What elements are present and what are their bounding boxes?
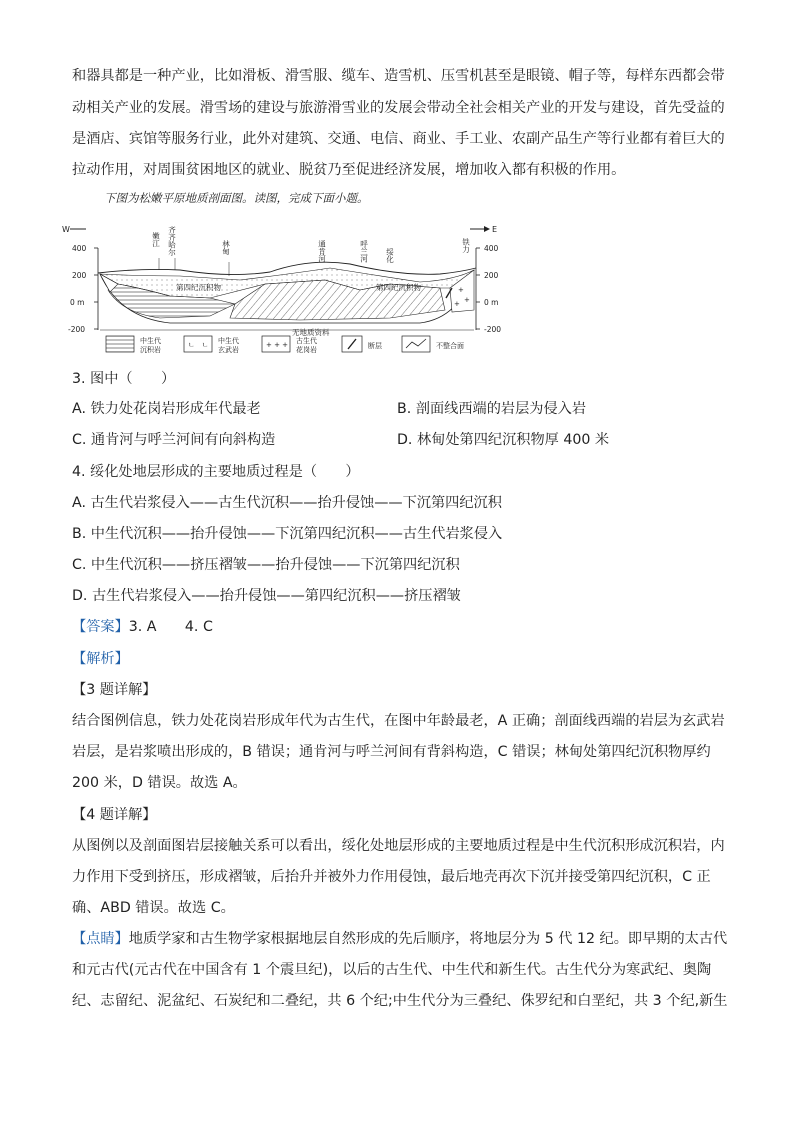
place-hulan: 呼兰河 xyxy=(359,240,369,263)
d3-title: 【3 题详解】 xyxy=(72,682,157,698)
place-nenjiang: 嫩江 xyxy=(151,232,161,247)
intro-line-3: 是酒店、宾馆等服务行业，此外对建筑、交通、电信、商业、手工业、农副产品生产等行业都有着巨大的 xyxy=(72,131,725,147)
q3-option-d: D. 林甸处第四纪沉积物厚 400 米 xyxy=(397,432,610,448)
right-tick-200: 200 xyxy=(484,271,499,280)
svg-text:ㄴ ㄴ: ㄴ ㄴ xyxy=(188,341,209,349)
legend-1-l1: 中生代 xyxy=(140,337,161,345)
legend-4: 断层 xyxy=(368,342,382,350)
right-tick-0: 0 m xyxy=(484,298,499,307)
q4-option-d: D. 古生代岩浆侵入——抬升侵蚀——第四纪沉积——挤压褶皱 xyxy=(72,588,461,604)
geologic-cross-section xyxy=(60,218,510,360)
d4-line-2: 力作用下受到挤压，形成褶皱，后抬升并被外力作用侵蚀，最后地壳再次下沉并接受第四纪沉积，C 正 xyxy=(72,869,711,885)
note-line-2: 和元古代(元古代在中国含有 1 个震旦纪)，以后的古生代、中生代和新生代。古生代分为寒武纪、奥陶 xyxy=(72,962,712,978)
svg-text:+: + xyxy=(458,286,464,294)
q4-stem: 4. 绥化处地层形成的主要地质过程是（ ） xyxy=(72,464,360,480)
q4-option-c: C. 中生代沉积——挤压褶皱——抬升侵蚀——下沉第四纪沉积 xyxy=(72,557,460,573)
left-tick-0: 0 m xyxy=(70,298,85,307)
left-tick-400: 400 xyxy=(72,244,87,253)
answer-tag: 【答案】 xyxy=(72,619,129,635)
d3-line-3: 200 米，D 错误。故选 A。 xyxy=(72,775,247,791)
legend-3-l1: 古生代 xyxy=(296,337,317,345)
place-tieli: 铁力 xyxy=(461,238,471,253)
left-tick-200: 200 xyxy=(72,271,87,280)
q4-option-b: B. 中生代沉积——抬升侵蚀——下沉第四纪沉积——古生代岩浆侵入 xyxy=(72,526,503,542)
quaternary-label-right: 第四纪沉积物 xyxy=(376,283,421,292)
no-data-label: 无地质资料 xyxy=(292,328,330,337)
right-tick-400: 400 xyxy=(484,244,499,253)
q3-option-b: B. 剖面线西端的岩层为侵入岩 xyxy=(397,401,587,417)
left-tick-neg200: -200 xyxy=(68,325,86,334)
note-line-1 xyxy=(72,929,727,949)
note-first: 地质学家和古生物学家根据地层自然形成的先后顺序，将地层分为 5 代 12 纪。即早期的太古代 xyxy=(128,931,728,947)
quaternary-label-left: 第四纪沉积物 xyxy=(176,283,221,292)
place-tongken: 通肯河 xyxy=(317,240,327,263)
place-suihua: 绥化 xyxy=(385,248,395,263)
answer-text: 3. A 4. C xyxy=(128,619,213,635)
analysis-tag: 【解析】 xyxy=(72,651,129,667)
place-qiqihar: 齐齐哈尔 xyxy=(167,226,177,256)
d4-title: 【4 题详解】 xyxy=(72,807,157,823)
right-tick-neg200: -200 xyxy=(484,325,502,334)
intro-line-2: 动相关产业的发展。滑雪场的建设与旅游滑雪业的发展会带动全社会相关产业的开发与建设，首先受益的 xyxy=(72,100,725,116)
q3-option-c: C. 通肯河与呼兰河间有向斜构造 xyxy=(72,432,276,448)
figure-caption: 下图为松嫩平原地质剖面图。读图，完成下面小题。 xyxy=(104,191,369,205)
east-label: E xyxy=(492,225,498,234)
note-tag: 【点睛】 xyxy=(72,931,129,947)
q3-stem: 3. 图中（ ） xyxy=(72,371,176,387)
legend xyxy=(106,336,464,354)
q3-option-a: A. 铁力处花岗岩形成年代最老 xyxy=(72,401,261,417)
answer-line xyxy=(72,617,213,637)
svg-text:+: + xyxy=(454,300,460,308)
d3-line-1: 结合图例信息，铁力处花岗岩形成年代为古生代，在图中年龄最老，A 正确；剖面线西端的岩层为玄武岩 xyxy=(72,713,725,729)
legend-3-l2: 花岗岩 xyxy=(296,346,317,354)
intro-line-4: 拉动作用，对周围贫困地区的就业、脱贫乃至促进经济发展，增加收入都有积极的作用。 xyxy=(72,162,626,178)
intro-line-1: 和器具都是一种产业，比如滑板、滑雪服、缆车、造雪机、压雪机甚至是眼镜、帽子等，每样东西都会带 xyxy=(72,68,725,84)
note-line-3: 纪、志留纪、泥盆纪、石炭纪和二叠纪，共 6 个纪;中生代分为三叠纪、侏罗纪和白垩纪，共 3 个纪,新生 xyxy=(72,993,728,1009)
q4-option-a: A. 古生代岩浆侵入——古生代沉积——抬升侵蚀——下沉第四纪沉积 xyxy=(72,495,502,511)
svg-text:+ + +: + + + xyxy=(266,341,289,349)
legend-2-l1: 中生代 xyxy=(218,337,239,345)
legend-5: 不整合面 xyxy=(436,342,464,350)
place-lindian: 林甸 xyxy=(221,240,231,255)
d4-line-1: 从图例以及剖面图岩层接触关系可以看出，绥化处地层形成的主要地质过程是中生代沉积形成沉积岩，内 xyxy=(72,838,725,854)
d3-line-2: 岩层，是岩浆喷出形成的，B 错误；通肯河与呼兰河间有背斜构造，C 错误；林甸处第四纪沉积物厚约 xyxy=(72,744,711,760)
legend-2-l2: 玄武岩 xyxy=(218,346,239,354)
svg-text:+: + xyxy=(464,296,470,304)
legend-1-l2: 沉积岩 xyxy=(140,346,161,354)
d4-line-3: 确、ABD 错误。故选 C。 xyxy=(72,900,235,916)
west-label: W xyxy=(62,225,70,234)
